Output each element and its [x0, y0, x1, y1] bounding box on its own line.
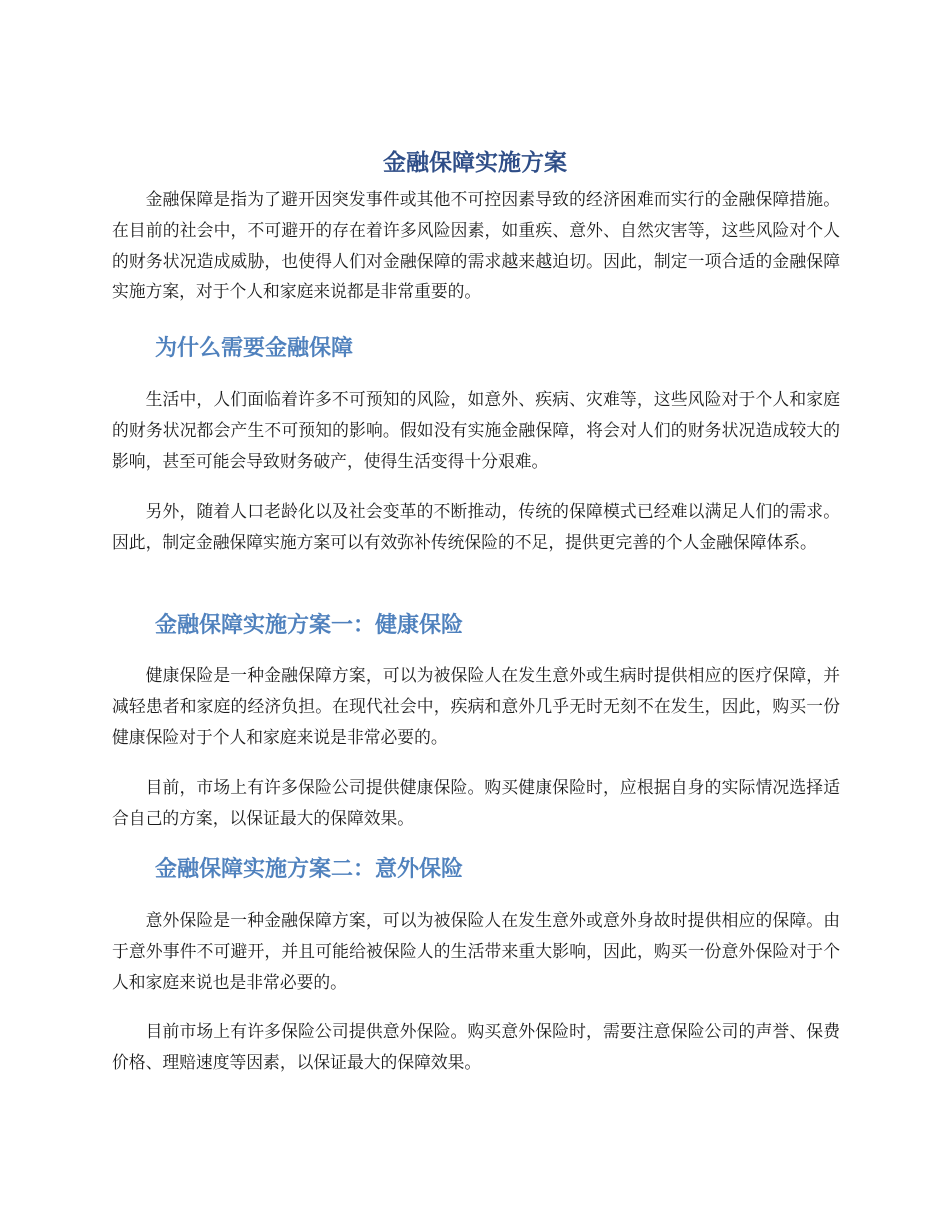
paragraph: 另外，随着人口老龄化以及社会变革的不断推动，传统的保障模式已经难以满足人们的需求。因此，制定金融保障实施方案可以有效弥补传统保险的不足，提供更完善的个人金融保障体系。 — [112, 501, 840, 552]
document-title: 金融保障实施方案 — [383, 150, 567, 176]
intro-paragraph: 金融保障是指为了避开因突发事件或其他不可控因素导致的经济困难而实行的金融保障措施。在目前的社会中，不可避开的存在着许多风险因素，如重疾、意外、自然灾害等，这些风险对个人的财务状况造成威胁，也使得人们对金融保障的需求越来越迫切。因此，制定一项合适的金融保障实施方案，对于个人和家庭来说都是非常重要的。 — [112, 189, 840, 302]
paragraph: 目前市场上有许多保险公司提供意外保险。购买意外保险时，需要注意保险公司的声誉、保费价格、理赔速度等因素，以保证最大的保障效果。 — [112, 1021, 840, 1072]
paragraph: 目前，市场上有许多保险公司提供健康保险。购买健康保险时，应根据自身的实际情况选择适合自己的方案，以保证最大的保障效果。 — [112, 777, 840, 828]
section-heading-accident-insurance: 金融保障实施方案二：意外保险 — [155, 857, 464, 882]
section-heading-why: 为什么需要金融保障 — [155, 336, 354, 361]
paragraph: 意外保险是一种金融保障方案，可以为被保险人在发生意外或意外身故时提供相应的保障。由于意外事件不可避开，并且可能给被保险人的生活带来重大影响，因此，购买一份意外保险对于个人和家庭来说也是非常必要的。 — [112, 910, 840, 992]
section-heading-health-insurance: 金融保障实施方案一：健康保险 — [155, 613, 464, 638]
paragraph: 生活中，人们面临着许多不可预知的风险，如意外、疾病、灾难等，这些风险对于个人和家庭的财务状况都会产生不可预知的影响。假如没有实施金融保障，将会对人们的财务状况造成较大的影响，甚至可能会导致财务破产，使得生活变得十分艰难。 — [112, 389, 840, 471]
paragraph: 健康保险是一种金融保障方案，可以为被保险人在发生意外或生病时提供相应的医疗保障，并减轻患者和家庭的经济负担。在现代社会中，疾病和意外几乎无时无刻不在发生，因此，购买一份健康保险对于个人和家庭来说是非常必要的。 — [112, 665, 840, 747]
